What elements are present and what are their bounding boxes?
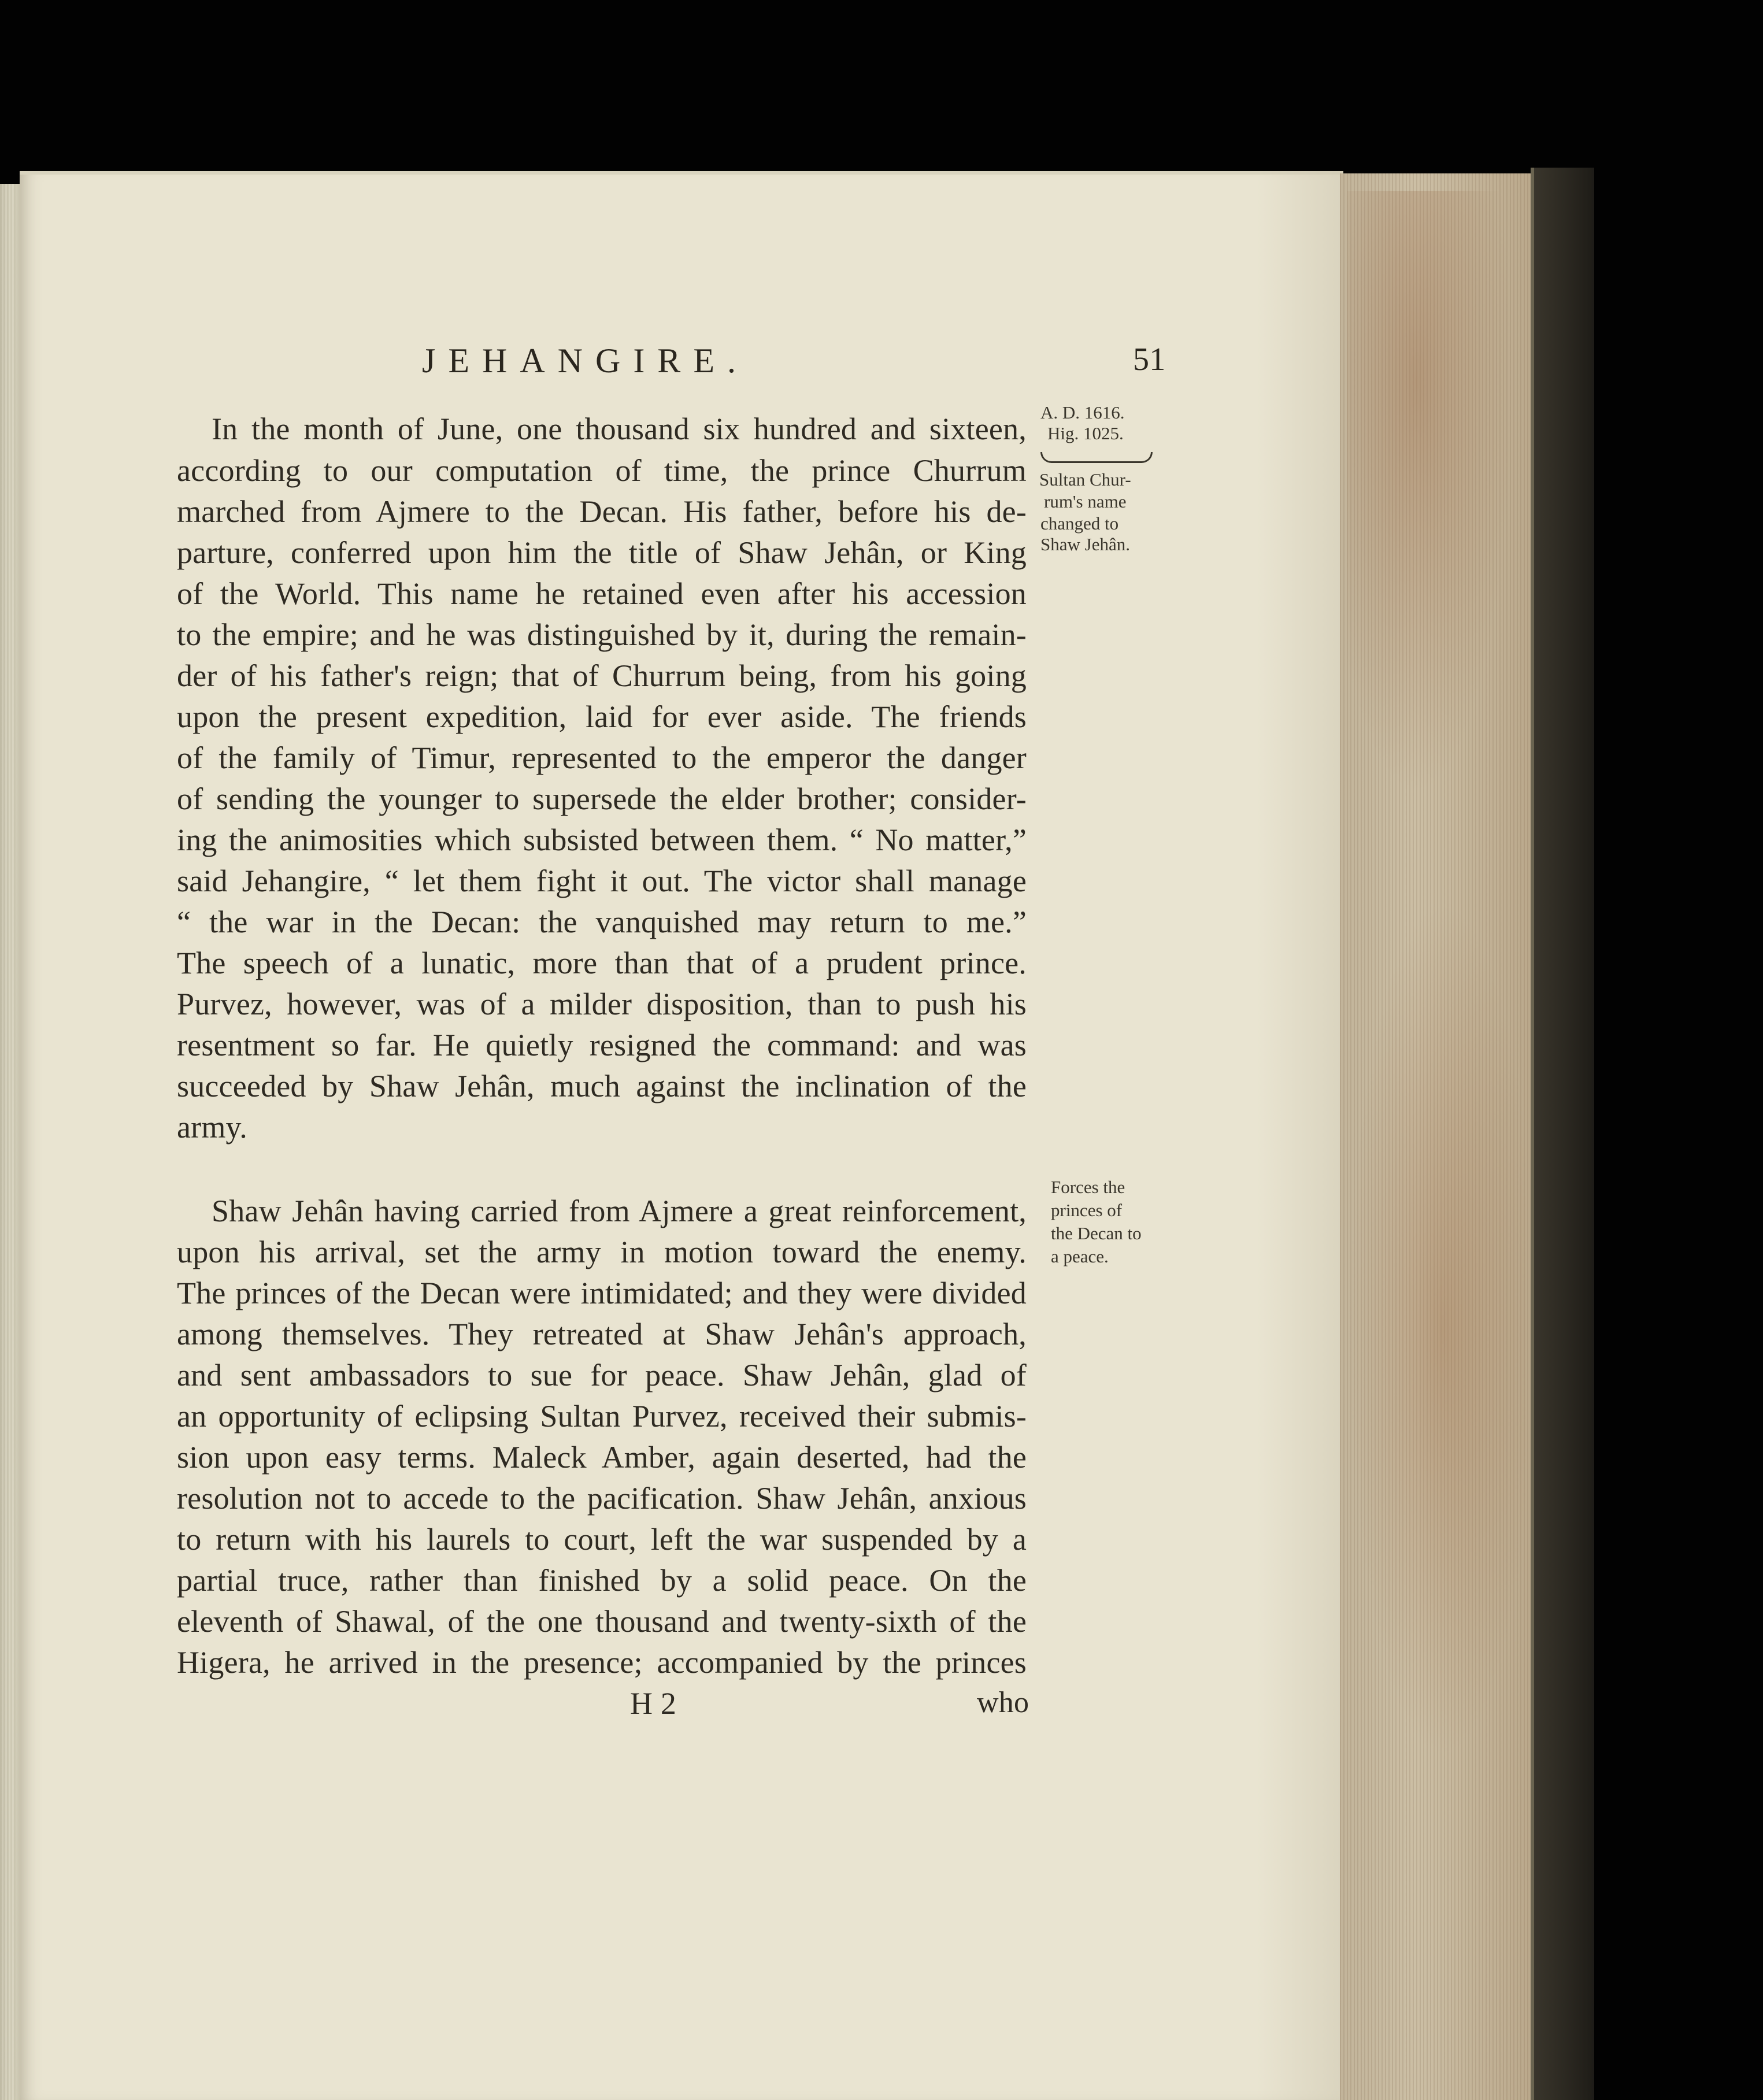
body-text-line: eleventh of Shawal, of the one thousand and twenty-sixth of the — [177, 1604, 1027, 1639]
body-text-line: army. — [177, 1110, 247, 1145]
page-gutter-shade — [1257, 171, 1343, 2100]
body-text-line: sion upon easy terms. Maleck Amber, again deserted, had the — [177, 1440, 1027, 1475]
fore-edge-stain — [1341, 867, 1526, 1792]
page-top-edge — [20, 171, 1343, 175]
body-text-line: and sent ambassadors to sue for peace. Shaw Jehân, glad of — [177, 1358, 1027, 1392]
margin-note-hijra: Hig. 1025. — [1047, 423, 1124, 443]
body-text-line: of the family of Timur, represented to the emperor the danger — [177, 740, 1027, 775]
margin-note-line: changed to — [1040, 513, 1119, 534]
body-text-line: Purvez, however, was of a milder disposition, than to push his — [177, 987, 1027, 1021]
running-head: JEHANGIRE. — [422, 342, 749, 380]
body-text-line: upon the present expedition, laid for ever aside. The friends — [177, 699, 1027, 734]
body-text-line: resentment so far. He quietly resigned the command: and was — [177, 1028, 1027, 1062]
margin-note-line: the Decan to — [1051, 1223, 1142, 1243]
body-text-line: to the empire; and he was distinguished by it, during the remain- — [177, 617, 1027, 652]
body-text-line: an opportunity of eclipsing Sultan Purvez, received their submis- — [177, 1399, 1027, 1434]
body-text-line: marched from Ajmere to the Decan. His father, before his de- — [177, 494, 1027, 529]
body-text-line: said Jehangire, “ let them fight it out. The victor shall manage — [177, 864, 1027, 898]
margin-note-line: Sultan Chur- — [1039, 469, 1131, 490]
book-cover — [1531, 168, 1594, 2100]
body-text-line: partial truce, rather than finished by a solid peace. On the — [177, 1563, 1027, 1598]
body-text-line: of sending the younger to supersede the elder brother; consider- — [177, 782, 1027, 816]
body-text-line: according to our computation of time, the prince Churrum — [177, 453, 1027, 488]
body-text-line: parture, conferred upon him the title of Shaw Jehân, or King — [177, 535, 1027, 570]
body-text-line: among themselves. They retreated at Shaw Jehân's approach, — [177, 1317, 1027, 1351]
body-text-line: “ the war in the Decan: the vanquished may return to me.” — [177, 905, 1027, 939]
body-text-line: succeeded by Shaw Jehân, much against the inclination of the — [177, 1069, 1027, 1103]
margin-note-line: Forces the — [1051, 1177, 1125, 1197]
margin-note-line: Shaw Jehân. — [1040, 534, 1130, 554]
cover-edge — [1531, 168, 1534, 2100]
body-text-line: of the World. This name he retained even after his accession — [177, 576, 1027, 611]
body-text-line: Shaw Jehân having carried from Ajmere a great reinforcement, — [212, 1194, 1027, 1228]
fore-edge-stain — [1347, 191, 1520, 827]
body-text-line: ing the animosities which subsisted between them. “ No matter,” — [177, 823, 1027, 857]
page-number: 51 — [1133, 342, 1166, 377]
margin-note-brace — [1040, 452, 1153, 463]
body-text-line: der of his father's reign; that of Churrum being, from his going — [177, 658, 1027, 693]
body-text-line: to return with his laurels to court, left the war suspended by a — [177, 1522, 1027, 1557]
margin-note-line: princes of — [1051, 1200, 1123, 1220]
body-text-line: In the month of June, one thousand six hundred and sixteen, — [212, 412, 1027, 446]
catchword: who — [977, 1686, 1029, 1719]
body-text-line: upon his arrival, set the army in motion toward the enemy. — [177, 1235, 1027, 1269]
previous-page-stack — [0, 184, 16, 2100]
signature-mark: H 2 — [630, 1686, 677, 1721]
margin-note-date: A. D. 1616. — [1040, 402, 1125, 423]
margin-note-line: rum's name — [1044, 491, 1127, 512]
body-text-line: The princes of the Decan were intimidated; and they were divided — [177, 1276, 1027, 1310]
body-text-line: The speech of a lunatic, more than that of a prudent prince. — [177, 946, 1027, 980]
body-text-line: resolution not to accede to the pacification. Shaw Jehân, anxious — [177, 1481, 1027, 1516]
body-text-line: Higera, he arrived in the presence; accompanied by the princes — [177, 1645, 1027, 1680]
margin-note-line: a peace. — [1051, 1246, 1109, 1266]
